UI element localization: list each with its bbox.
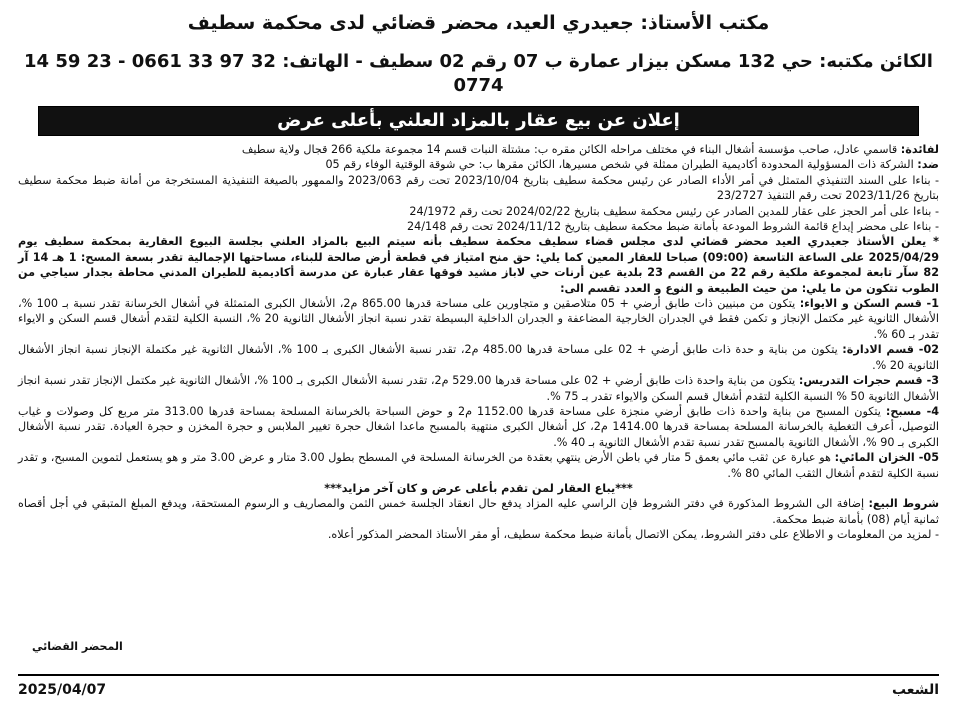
notice-paragraph bbox=[18, 481, 939, 496]
paragraph-text: - بناءا على محضر إيداع قائمة الشروط المودعة بأمانة ضبط محكمة سطيف بتاريخ 2024/11/12 تحت رقم 24/148 bbox=[407, 220, 939, 234]
paragraph-text: يتكون من مبنيين ذات طابق أرضي + 05 متلاصقين و متجاورين على مساحة قدرها 865.00 م2، الأشغال الكبرى المتمثلة في أشغال الخرسانة تقدر نسبة بـ 100 %، الأشغال الثانوية غير مكتمل الإنجاز و تكمن فقط في الجدران الخارجية المضاعفة و الجدران الداخلية البسيطة تقدر نسبة انجاز الأشغال الثانوية 20 %، النسبة الكلية لتقدم أشغال قسم السكن و الايواء تقدر بـ 60 %. bbox=[18, 297, 940, 341]
notice-paragraph bbox=[18, 296, 939, 342]
signature-label: المحضر القضائي bbox=[32, 640, 123, 653]
paragraph-text: إضافة الى الشروط المذكورة في دفتر الشروط فإن الراسي عليه المزاد يدفع حال انعقاد الجلسة خمس الثمن والمصاريف و الرسوم المستحقة، ويدفع المبلغ المتبقي في أجل أقصاه ثمانية أيام (08) بأمانة ضبط محكمة. bbox=[18, 497, 939, 526]
paragraph-lead: ضد: bbox=[917, 158, 939, 172]
paragraph-text: يتكون المسبح من بناية واحدة ذات طابق أرضي منجزة على مساحة قدرها 1152.00 م2 و حوض السباحة بالخرسانة المسلحة بمساحة قدرها 313.00 متر مربع كل وصولات و غياب التوصيل، أعرف التغطية بالخرسانة المسلحة بمساحة قدرها 1414.00 م2، كل أشغال الكبرى منتهية بالمسبح ماعدا اشغال حجرة تغيير الملابس و حجرة المخزن و حجرة العيادة. تقدر نسبة الأشغال الكبرى بـ 90 %، الأشغال الثانوية بالمسبح تقدر نسبة تقدم الأشغال الثانوية بـ 40 %. bbox=[18, 404, 940, 449]
notice-paragraph bbox=[18, 450, 939, 481]
paragraph-lead: 3- قسم حجرات التدريس: bbox=[798, 374, 940, 388]
footer-bar bbox=[18, 674, 939, 698]
paragraph-text: ***يباع العقار لمن تقدم بأعلى عرض و كان آخر مزايد*** bbox=[324, 481, 633, 495]
notice-paragraph bbox=[18, 219, 939, 234]
paragraph-text: يتكون من بناية و حدة ذات طابق أرضي + 02 على مساحة قدرها 485.00 م2، تقدر نسبة الأشغال الكبرى بـ 100 %، الأشغال الثانوية غير مكتملة الإنجاز نسبة انجاز الأشغال الثانوية 20 %. bbox=[18, 343, 939, 372]
paragraph-lead: لفائدة: bbox=[900, 143, 939, 156]
paragraph-text: الشركة ذات المسؤولية المحدودة أكاديمية الطيران ممثلة في شخص مسيرها، الكائن مقرها ب: حي شوقة الوقتية الوفاء رقم 05 bbox=[325, 158, 918, 172]
paragraph-lead: شروط البيع: bbox=[868, 497, 939, 511]
notice-paragraph bbox=[18, 404, 939, 450]
paragraph-text: - بناءا على السند التنفيذي المتمثل في أمر الأداء الصادر عن رئيس محكمة سطيف بتاريخ 2023/10/04 تحت رقم 2023/063 والممهور بالصيغة التنفيذية المستخرجة من أمانة ضبط محكمة سطيف بتاريخ 2023/11/26 تحت رقم التنفيذ 23/2727 bbox=[18, 173, 940, 203]
publication-date: 2025/04/07 bbox=[18, 682, 107, 698]
paragraph-text: هو عبارة عن ثقب مائي بعمق 5 متار في باطن الأرض ينتهي بعقدة من الخرسانة المسلحة في المسطح بطول 3.00 متار و عرض 3.00 متر و هو يستعمل لتموين المسبح، و تقدر نسبة الكلية لتقدم أشغال الثقب المائي 80 %. bbox=[18, 451, 939, 480]
paragraph-text: قاسمي عادل، صاحب مؤسسة أشغال البناء في مختلف مراحله الكائن مقره ب: مشتلة النبات قسم 14 مجموعة ملكية 266 قجال ولاية سطيف bbox=[241, 143, 901, 156]
notice-paragraph bbox=[18, 373, 939, 404]
office-heading: مكتب الأستاذ: جعيدري العيد، محضر قضائي لدى محكمة سطيف bbox=[187, 12, 770, 34]
paragraph-lead: 02- قسم الادارة: bbox=[842, 343, 940, 357]
notice-paragraph bbox=[18, 496, 939, 527]
notice-paragraph bbox=[18, 157, 939, 172]
newspaper-name: الشعب bbox=[891, 682, 939, 698]
notice-paragraph bbox=[18, 142, 939, 157]
paragraph-text: يتكون من بناية واحدة ذات طابق أرضي + 02 على مساحة قدرها 529.00 م2، تقدر نسبة الأشغال الكبرى بـ 100 %، الأشغال الثانوية غير مكتمل الإنجاز تقدر نسبة انجاز الأشغال الثانوية 50 % النسبة الكلية لتقدم أشغال قسم السكن والايواء تقدر بـ 75 %. bbox=[18, 374, 939, 403]
paragraph-text: - لمزيد من المعلومات و الاطلاع على دفتر الشروط، يمكن الاتصال بأمانة ضبط محكمة سطيف، أو مقر الأستاذ المحضر المذكور أعلاه. bbox=[327, 528, 939, 542]
notice-title-banner: إعلان عن بيع عقار بالمزاد العلني بأعلى عرض bbox=[38, 106, 919, 136]
paragraph-lead: 4- مسبح: bbox=[885, 404, 940, 418]
office-address: الكائن مكتبه: حي 132 مسكن بيزار عمارة ب 07 رقم 02 سطيف - الهاتف: 32 97 33 0661 - 23 59 14 0774 bbox=[24, 51, 933, 96]
notice-paragraph bbox=[18, 204, 939, 219]
paragraph-text: - بناءا على أمر الحجز على عقار للمدين الصادر عن رئيس محكمة سطيف بتاريخ 2024/02/22 تحت رقم 24/1972 bbox=[409, 204, 939, 218]
notice-paragraph bbox=[18, 342, 939, 373]
notice-body bbox=[18, 142, 939, 543]
notice-paragraph bbox=[18, 234, 939, 296]
paragraph-text: * يعلن الأستاذ جعيدري العيد محضر قضائي لدى مجلس قضاء سطيف محكمة سطيف بأنه سيتم البيع بالمزاد العلني بجلسة البيوع العقارية بمحكمة سطيف يوم 2025/04/29 على الساعة التاسعة (09:00) صباحا للعقار المعين كما يلي: حق منح امتياز في قطعة أرض صالحة للبناء، مساحتها الإجمالية تقدر بسعة المسح: 1 هـ 14 آر 82 سآر تابعة لمجموعة ملكية رقم 22 من القسم 23 بلدية عين أرنات حي لاباز مشيد فوقها عقار عبارة عن مدرسة أكاديمية للطيران المدني محاطة بجدار سياجي من الطوب تتكون من ما يلي: من حيث الطبيعة و النوع و العدد تقسم الى: bbox=[18, 235, 940, 295]
notice-paragraph bbox=[18, 173, 939, 204]
notice-paragraph bbox=[18, 527, 939, 542]
paragraph-lead: 05- الخزان المائي: bbox=[834, 451, 939, 465]
paragraph-lead: 1- قسم السكن و الايواء: bbox=[799, 297, 939, 311]
